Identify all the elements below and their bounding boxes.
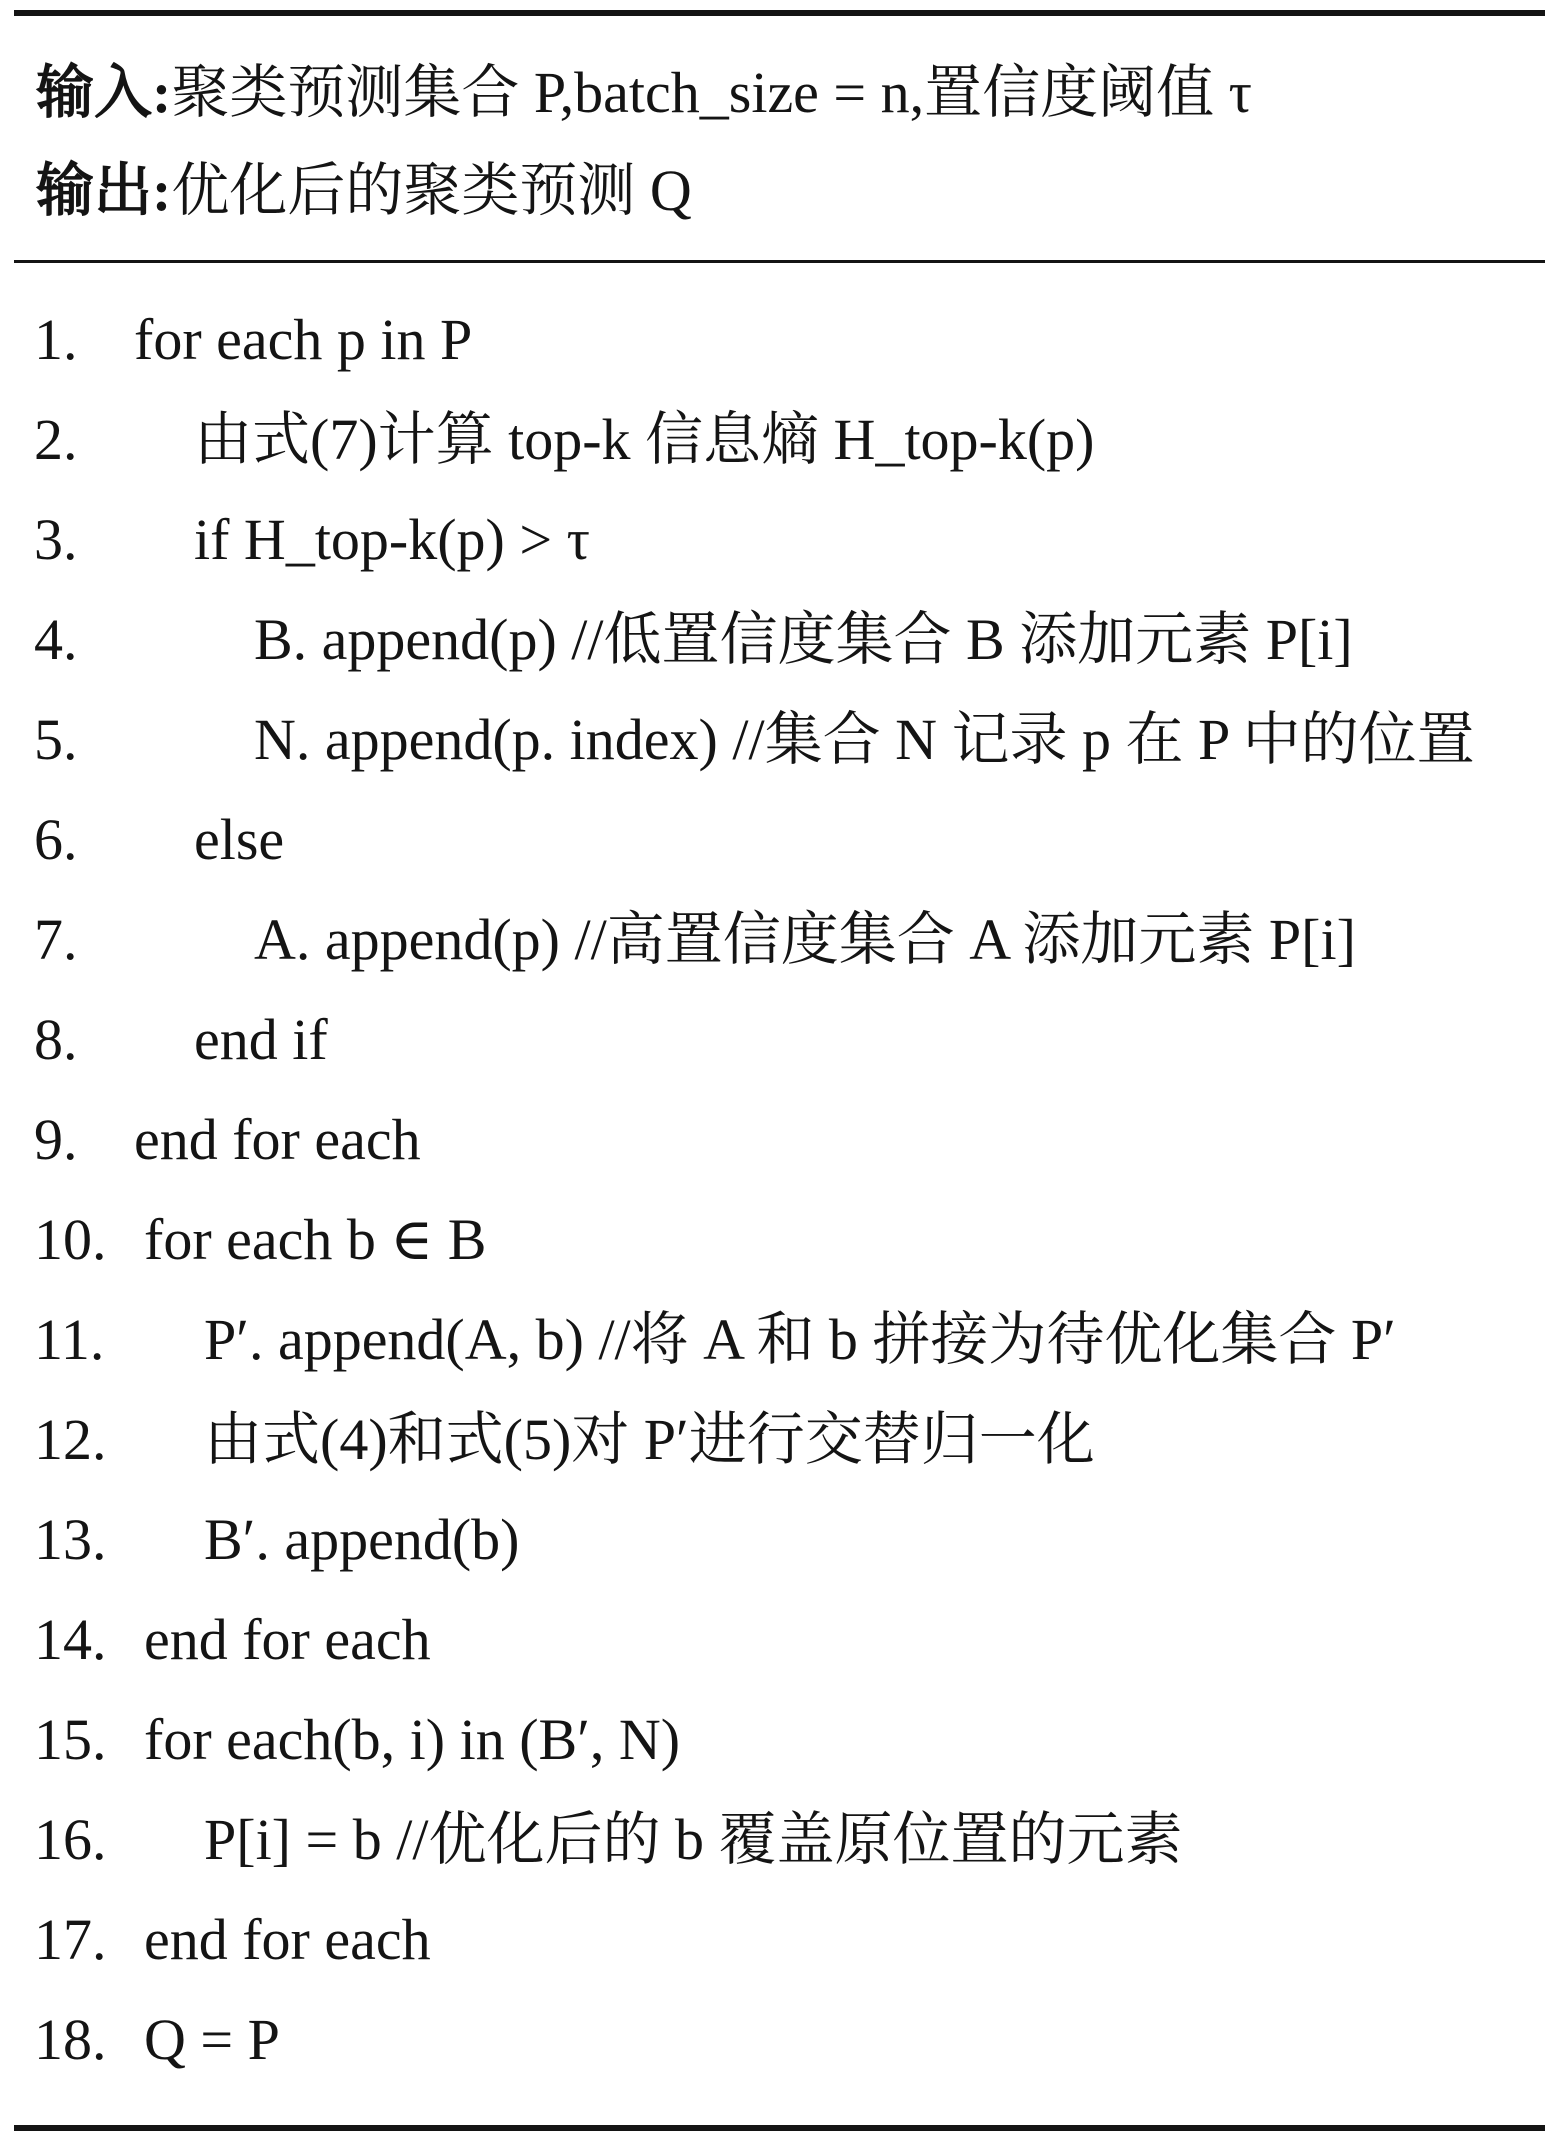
line-number: 13. [34, 1507, 107, 1572]
input-text: 聚类预测集合 P,batch_size = n,置信度阈值 τ [171, 60, 1252, 125]
output-label: 输出: [36, 158, 172, 223]
algorithm-box [14, 0, 1545, 2144]
line-number: 6. [34, 807, 78, 872]
line-code: end for each [134, 1107, 421, 1172]
line-code: N. append(p. index) //集合 N 记录 p 在 P 中的位置 [254, 707, 1475, 772]
line-number: 9. [34, 1107, 78, 1172]
line-number: 11. [34, 1307, 105, 1372]
input-label: 输入: [36, 60, 172, 125]
line-code: for each b ∈ B [144, 1207, 487, 1272]
line-code: end for each [144, 1907, 431, 1972]
line-code: Q = P [144, 2007, 280, 2072]
line-code: P[i] = b //优化后的 b 覆盖原位置的元素 [204, 1807, 1183, 1872]
line-code: else [194, 807, 285, 872]
line-code: if H_top-k(p) > τ [194, 507, 590, 572]
line-number: 2. [34, 407, 78, 472]
line-code: for each p in P [134, 307, 473, 372]
top-rule [14, 10, 1545, 16]
line-number: 12. [34, 1407, 107, 1472]
line-code: B. append(p) //低置信度集合 B 添加元素 P[i] [254, 607, 1353, 672]
line-number: 10. [34, 1207, 107, 1272]
output-line [36, 158, 692, 224]
line-code: P′. append(A, b) //将 A 和 b 拼接为待优化集合 P′ [204, 1307, 1396, 1372]
header-rule [14, 260, 1545, 263]
line-number: 1. [34, 307, 78, 372]
line-number: 17. [34, 1907, 107, 1972]
line-code: A. append(p) //高置信度集合 A 添加元素 P[i] [254, 907, 1356, 972]
line-number: 16. [34, 1807, 107, 1872]
line-number: 7. [34, 907, 78, 972]
line-code: 由式(4)和式(5)对 P′进行交替归一化 [204, 1407, 1095, 1472]
line-code: end for each [144, 1607, 431, 1672]
input-line [36, 60, 1252, 126]
line-code: for each(b, i) in (B′, N) [144, 1707, 681, 1772]
line-code: B′. append(b) [204, 1507, 520, 1572]
line-number: 3. [34, 507, 78, 572]
line-number: 18. [34, 2007, 107, 2072]
bottom-rule [14, 2125, 1545, 2131]
output-text: 优化后的聚类预测 Q [171, 158, 692, 223]
line-number: 15. [34, 1707, 107, 1772]
line-number: 14. [34, 1607, 107, 1672]
line-code: end if [194, 1007, 328, 1072]
line-number: 4. [34, 607, 78, 672]
line-code: 由式(7)计算 top-k 信息熵 H_top-k(p) [194, 407, 1095, 472]
line-number: 8. [34, 1007, 78, 1072]
line-number: 5. [34, 707, 78, 772]
